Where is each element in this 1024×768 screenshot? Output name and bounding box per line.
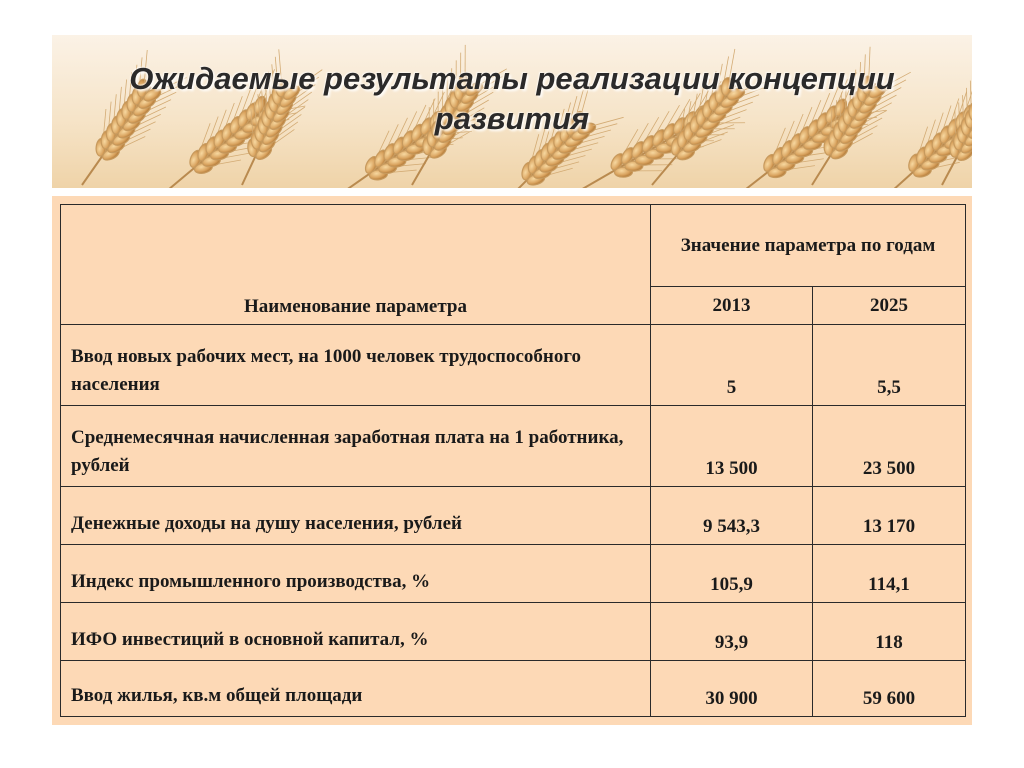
parameters-table — [60, 204, 966, 717]
table-row — [61, 487, 966, 545]
header-value-by-years: Значение параметра по годам — [651, 205, 966, 287]
row-value-2013: 13 500 — [651, 406, 813, 487]
table-row — [61, 661, 966, 717]
row-value-2013: 9 543,3 — [651, 487, 813, 545]
header-year-2025: 2025 — [813, 287, 966, 325]
header-row-1 — [61, 205, 966, 287]
header-banner — [52, 35, 972, 188]
table-row — [61, 325, 966, 406]
row-name: Ввод жилья, кв.м общей площади — [61, 661, 651, 717]
header-parameter-name: Наименование параметра — [61, 205, 651, 325]
row-value-2013: 93,9 — [651, 603, 813, 661]
row-value-2025: 5,5 — [813, 325, 966, 406]
row-value-2025: 59 600 — [813, 661, 966, 717]
row-value-2025: 114,1 — [813, 545, 966, 603]
row-value-2013: 105,9 — [651, 545, 813, 603]
row-value-2025: 118 — [813, 603, 966, 661]
row-value-2013: 5 — [651, 325, 813, 406]
row-name: Среднемесячная начисленная заработная плата на 1 работника, рублей — [61, 406, 651, 487]
slide-title: Ожидаемые результаты реализации концепции развития — [129, 61, 895, 136]
row-value-2025: 23 500 — [813, 406, 966, 487]
row-value-2025: 13 170 — [813, 487, 966, 545]
row-name: Ввод новых рабочих мест, на 1000 человек трудоспособного населения — [61, 325, 651, 406]
table-panel — [52, 196, 972, 725]
row-name: Индекс промышленного производства, % — [61, 545, 651, 603]
row-name: ИФО инвестиций в основной капитал, % — [61, 603, 651, 661]
table-row — [61, 603, 966, 661]
table-row — [61, 406, 966, 487]
row-value-2013: 30 900 — [651, 661, 813, 717]
row-name: Денежные доходы на душу населения, рублей — [61, 487, 651, 545]
header-year-2013: 2013 — [651, 287, 813, 325]
table-row — [61, 545, 966, 603]
